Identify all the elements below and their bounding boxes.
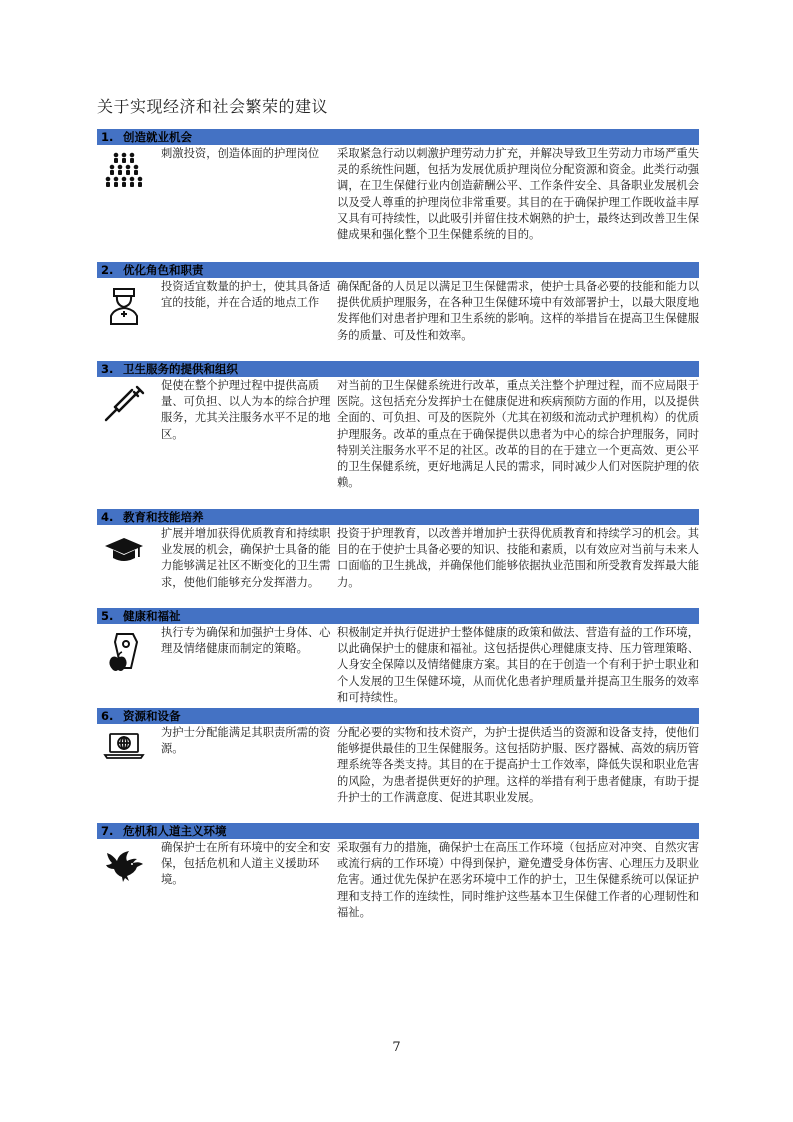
section-summary: 执行专为确保和加强护士身体、心理及情绪健康而制定的策略。 bbox=[161, 626, 331, 656]
laptop-globe-icon bbox=[97, 724, 161, 823]
section-detail: 确保配备的人员足以满足卫生保健需求，使护士具备必要的技能和能力以提供优质护理服务，在各种卫生保健环境中有效部署护士，以最大限度地发挥他们对患者护理和卫生系统的影响。这样的举措旨在提高卫生保健服务的质量、可及性和效率。 bbox=[337, 280, 699, 342]
page-number: 7 bbox=[392, 1040, 401, 1055]
section-detail: 分配必要的实物和技术资产，为护士提供适当的资源和设备支持，使他们能够提供最佳的卫生保健服务。这包括防护服、医疗器械、高效的病历管理系统等各类支持。其目的在于提高护士工作效率，降低失误和职业危害的风险，为患者提供更好的护理。这样的举措有利于患者健康，有助于提升护士的工作满意度、促进其职业发展。 bbox=[337, 726, 699, 804]
section-summary: 投资适宜数量的护士，使其具备适宜的技能，并在合适的地点工作 bbox=[161, 280, 331, 310]
section-number: 6. bbox=[101, 709, 114, 723]
nurse-icon bbox=[97, 278, 161, 361]
section-number: 4. bbox=[101, 510, 114, 524]
section-header bbox=[97, 608, 699, 624]
section-summary: 确保护士在所有环境中的安全和安保，包括危机和人道主义援助环境。 bbox=[161, 841, 331, 887]
section-resources bbox=[97, 708, 699, 823]
graduation-cap-icon bbox=[97, 525, 161, 608]
section-education bbox=[97, 509, 699, 608]
section-heading: 健康和福祉 bbox=[123, 609, 181, 623]
section-heading: 卫生服务的提供和组织 bbox=[123, 362, 238, 376]
page-title: 关于实现经济和社会繁荣的建议 bbox=[97, 97, 329, 116]
section-service-delivery bbox=[97, 361, 699, 509]
section-number: 1. bbox=[101, 130, 114, 144]
section-heading: 危机和人道主义环境 bbox=[123, 824, 227, 838]
section-header bbox=[97, 509, 699, 525]
section-summary: 扩展并增加获得优质教育和持续职业发展的机会，确保护士具备的能力能够满足社区不断变化的卫生需求，使他们能够充分发挥潜力。 bbox=[161, 527, 331, 589]
section-detail: 采取紧急行动以刺激护理劳动力扩充，并解决导致卫生劳动力市场严重失灵的系统性问题，包括为发展优质护理岗位分配资源和资金。此类行动强调，在卫生保健行业内创造薪酬公平、工作条件安全、具备职业发展机会以及受人尊重的护理岗位非常重要。其目的在于确保护理工作既收益丰厚又具有可持续性，以此吸引并留住技术娴熟的护士，最终达到改善卫生保健成果和强化整个卫生保健系统的目的。 bbox=[337, 147, 699, 242]
section-summary: 为护士分配能满足其职责所需的资源。 bbox=[161, 726, 331, 756]
section-header bbox=[97, 823, 699, 839]
section-header bbox=[97, 262, 699, 278]
section-number: 7. bbox=[101, 824, 114, 838]
section-detail: 积极制定并执行促进护士整体健康的政策和做法、营造有益的工作环境，以此确保护士的健康和福祉。这包括提供心理健康支持、压力管理策略、人身安全保障以及情绪健康方案。其目的在于创造一个有利于护士职业和个人发展的卫生保健环境，从而优化患者护理质量并提高卫生服务的效率和可持续性。 bbox=[337, 626, 699, 704]
dove-icon bbox=[97, 839, 161, 939]
section-roles bbox=[97, 262, 699, 361]
section-heading: 创造就业机会 bbox=[123, 130, 192, 144]
section-detail: 对当前的卫生保健系统进行改革，重点关注整个护理过程，而不应局限于医院。这包括充分发挥护士在健康促进和疾病预防方面的作用，以及提供全面的、可负担、可及的医院外（尤其在初级和流动式护理机构）的优质护理服务。改革的重点在于确保提供以患者为中心的综合护理服务，同时特别关注服务水平不足的社区。改革的目的在于建立一个更高效、更公平的卫生保健系统，更好地满足人民的需求，同时减少人们对医院护理的依赖。 bbox=[337, 379, 699, 490]
section-wellbeing bbox=[97, 608, 699, 708]
section-detail: 采取强有力的措施，确保护士在高压工作环境（包括应对冲突、自然灾害或流行病的工作环境）中得到保护，避免遭受身体伤害、心理压力及职业危害。通过优先保护在恶劣环境中工作的护士，卫生保健系统可以保证护理和支持工作的连续性，同时维护这些基本卫生保健工作者的心理韧性和福祉。 bbox=[337, 841, 699, 919]
section-summary: 刺激投资，创造体面的护理岗位 bbox=[161, 147, 320, 160]
section-header bbox=[97, 708, 699, 724]
section-summary: 促使在整个护理过程中提供高质量、可负担、以人为本的综合护理服务，尤其关注服务水平不足的地区。 bbox=[161, 379, 331, 441]
section-humanitarian bbox=[97, 823, 699, 939]
section-heading: 资源和设备 bbox=[123, 709, 181, 723]
section-number: 5. bbox=[101, 609, 114, 623]
people-group-icon bbox=[97, 145, 161, 262]
section-heading: 教育和技能培养 bbox=[123, 510, 204, 524]
section-header bbox=[97, 361, 699, 377]
section-number: 3. bbox=[101, 362, 114, 376]
section-employment bbox=[97, 129, 699, 262]
section-number: 2. bbox=[101, 263, 114, 277]
apple-scale-icon bbox=[97, 624, 161, 708]
syringe-icon bbox=[97, 377, 161, 509]
section-detail: 投资于护理教育，以改善并增加护士获得优质教育和持续学习的机会。其目的在于使护士具备必要的知识、技能和素质，以有效应对当前与未来人口面临的卫生挑战，并确保他们能够依据执业范围和所受教育发挥最大能力。 bbox=[337, 527, 699, 589]
section-header bbox=[97, 129, 699, 145]
section-heading: 优化角色和职责 bbox=[123, 263, 204, 277]
recommendations-table bbox=[97, 129, 699, 939]
